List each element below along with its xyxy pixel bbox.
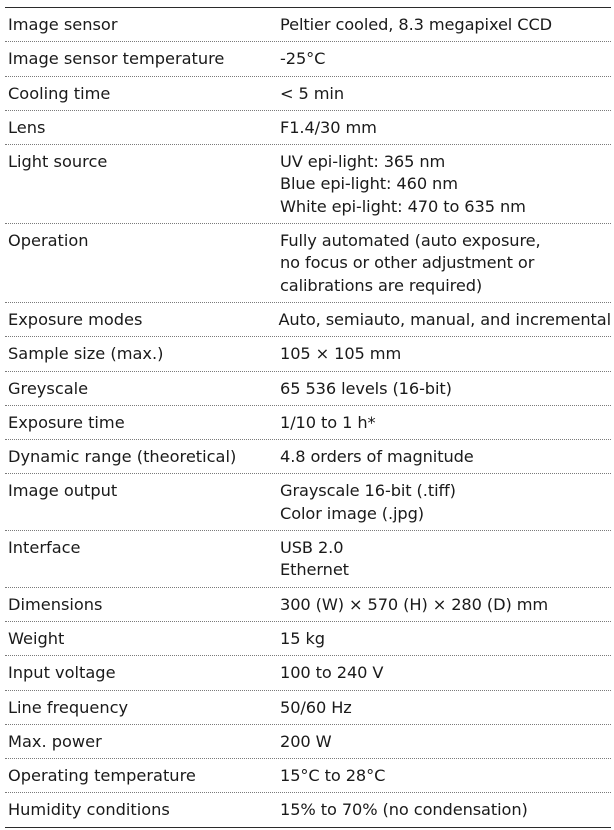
spec-label: Humidity conditions <box>8 800 170 820</box>
spec-label: Interface <box>8 538 81 558</box>
spec-label: Weight <box>8 628 65 648</box>
spec-label: Image sensor temperature <box>8 49 225 69</box>
spec-value-line: UV epi-light: 365 nm <box>280 152 446 172</box>
spec-value-line: Auto, semiauto, manual, and incremental <box>278 309 611 329</box>
spec-value-line: 200 W <box>280 731 332 751</box>
spec-label: Light source <box>8 152 108 172</box>
spec-value-line: 100 to 240 V <box>280 663 384 683</box>
spec-value-line: F1.4/30 mm <box>280 117 377 137</box>
spec-value <box>280 111 611 144</box>
spec-value <box>280 224 611 302</box>
spec-row-operation <box>5 224 611 303</box>
spec-row-image-sensor-temperature <box>5 42 611 76</box>
spec-value <box>280 588 611 621</box>
spec-value-line: no focus or other adjustment or <box>280 253 535 273</box>
spec-row-humidity-conditions <box>5 793 611 827</box>
spec-value <box>280 474 611 530</box>
spec-label: Dimensions <box>8 594 103 614</box>
spec-label: Lens <box>8 117 46 137</box>
spec-label: Operation <box>8 231 89 251</box>
spec-value <box>280 622 611 655</box>
spec-row-lens <box>5 111 611 145</box>
spec-value-line: Blue epi-light: 460 nm <box>280 174 458 194</box>
spec-row-image-output <box>5 474 611 531</box>
spec-value-line: < 5 min <box>280 83 344 103</box>
spec-row-input-voltage <box>5 656 611 690</box>
spec-value-line: Ethernet <box>280 560 349 580</box>
spec-row-dynamic-range <box>5 440 611 474</box>
spec-value-line: -25°C <box>280 49 326 69</box>
spec-value-line: 4.8 orders of magnitude <box>280 447 474 467</box>
spec-row-greyscale <box>5 372 611 406</box>
spec-value-line: 105 × 105 mm <box>280 344 402 364</box>
spec-value <box>280 793 611 826</box>
spec-row-weight <box>5 622 611 656</box>
spec-label: Input voltage <box>8 663 116 683</box>
spec-value <box>280 77 611 110</box>
spec-label: Cooling time <box>8 83 111 103</box>
spec-value-line: Grayscale 16-bit (.tiff) <box>280 481 456 501</box>
spec-row-image-sensor <box>5 8 611 42</box>
spec-row-exposure-modes <box>5 303 611 337</box>
spec-value-line: 15°C to 28°C <box>280 766 386 786</box>
spec-row-operating-temperature <box>5 759 611 793</box>
spec-row-max-power <box>5 725 611 759</box>
spec-value-line: Fully automated (auto exposure, <box>280 231 541 251</box>
spec-label: Exposure modes <box>8 309 143 329</box>
spec-value <box>280 42 611 75</box>
spec-value <box>280 372 611 405</box>
spec-value <box>280 759 611 792</box>
spec-value <box>280 145 611 223</box>
spec-row-cooling-time <box>5 77 611 111</box>
spec-value <box>280 531 611 587</box>
spec-label: Image output <box>8 481 118 501</box>
spec-value <box>278 303 611 336</box>
spec-row-light-source <box>5 145 611 224</box>
spec-value-line: Peltier cooled, 8.3 megapixel CCD <box>280 15 553 34</box>
spec-value-line: 15 kg <box>280 628 325 648</box>
spec-row-interface <box>5 531 611 588</box>
spec-value <box>280 8 611 41</box>
spec-value <box>280 337 611 370</box>
spec-value <box>280 691 611 724</box>
spec-value-line: 50/60 Hz <box>280 697 352 717</box>
spec-value-line: USB 2.0 <box>280 538 344 558</box>
spec-value-line: White epi-light: 470 to 635 nm <box>280 196 526 216</box>
spec-label: Line frequency <box>8 697 129 717</box>
spec-label: Operating temperature <box>8 766 196 786</box>
spec-row-line-frequency <box>5 691 611 725</box>
spec-label: Sample size (max.) <box>8 344 164 364</box>
spec-label: Greyscale <box>8 378 89 398</box>
spec-value <box>280 440 611 473</box>
spec-label: Dynamic range (theoretical) <box>8 447 237 467</box>
spec-value-line: calibrations are required) <box>280 275 483 295</box>
spec-label: Exposure time <box>8 412 125 432</box>
spec-row-exposure-time <box>5 406 611 440</box>
spec-value-line: 1/10 to 1 h* <box>280 412 376 432</box>
spec-value <box>280 406 611 439</box>
spec-label: Max. power <box>8 731 102 751</box>
spec-value <box>280 656 611 689</box>
spec-value-line: 15% to 70% (no condensation) <box>280 800 528 820</box>
spec-row-dimensions <box>5 588 611 622</box>
spec-value-line: 300 (W) × 570 (H) × 280 (D) mm <box>280 594 549 614</box>
spec-row-sample-size <box>5 337 611 371</box>
spec-value-line: 65 536 levels (16-bit) <box>280 378 452 398</box>
spec-value-line: Color image (.jpg) <box>280 503 424 523</box>
spec-label: Image sensor <box>8 15 118 34</box>
spec-table <box>5 7 611 828</box>
spec-value <box>280 725 611 758</box>
